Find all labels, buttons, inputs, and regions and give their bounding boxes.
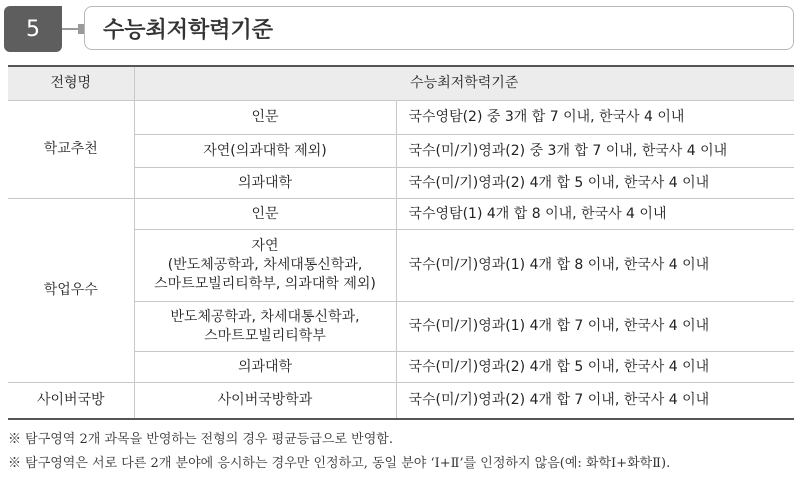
footnotes: [8, 428, 794, 476]
table-row: [8, 199, 794, 230]
section-title: 수능최저학력기준: [84, 6, 794, 50]
header-admission-type: 전형명: [8, 66, 134, 101]
table-header-row: [8, 66, 794, 101]
criteria-cell: 국수(미/기)영과(1) 4개 합 8 이내, 한국사 4 이내: [396, 230, 794, 302]
section-header: [4, 6, 796, 52]
major-line: 반도체공학과, 차세대통신학과,: [170, 308, 360, 325]
criteria-cell: 국수(미/기)영과(1) 4개 합 7 이내, 한국사 4 이내: [396, 302, 794, 352]
criteria-cell: 국수영탐(2) 중 3개 합 7 이내, 한국사 4 이내: [396, 101, 794, 135]
criteria-cell: 국수(미/기)영과(2) 중 3개 합 7 이내, 한국사 4 이내: [396, 135, 794, 168]
major-cell: 의과대학: [134, 168, 396, 199]
admission-type-cell: 학교추천: [8, 101, 134, 199]
criteria-table: [8, 65, 794, 420]
major-line: (반도체공학과, 차세대통신학과,: [167, 257, 363, 273]
table-row: [8, 101, 794, 135]
major-line: 스마트모빌리티학부: [204, 327, 326, 344]
criteria-cell: 국수영탐(1) 4개 합 8 이내, 한국사 4 이내: [396, 199, 794, 230]
footnote: ※ 탐구영역 2개 과목을 반영하는 전형의 경우 평균등급으로 반영함.: [8, 432, 393, 447]
major-cell: 의과대학: [134, 352, 396, 383]
major-cell: [134, 302, 396, 352]
criteria-cell: 국수(미/기)영과(2) 4개 합 5 이내, 한국사 4 이내: [396, 168, 794, 199]
admission-type-cell: 사이버국방: [8, 383, 134, 419]
major-line: 스마트모빌리티학부, 의과대학 제외): [154, 276, 376, 292]
major-cell: 인문: [134, 101, 396, 135]
criteria-cell: 국수(미/기)영과(2) 4개 합 5 이내, 한국사 4 이내: [396, 352, 794, 383]
admission-type-cell: 학업우수: [8, 199, 134, 383]
major-cell: 사이버국방학과: [134, 383, 396, 419]
major-cell: 인문: [134, 199, 396, 230]
major-cell: 자연(의과대학 제외): [134, 135, 396, 168]
section-number: 5: [4, 6, 62, 52]
major-line: 자연: [251, 238, 279, 254]
table-row: [8, 383, 794, 419]
header-criteria: 수능최저학력기준: [134, 66, 794, 101]
footnote: ※ 탐구영역은 서로 다른 2개 분야에 응시하는 경우만 인정하고, 동일 분야 ‘Ⅰ+Ⅱ’를 인정하지 않음(예: 화학Ⅰ+화학Ⅱ).: [8, 456, 671, 471]
criteria-cell: 국수(미/기)영과(2) 4개 합 7 이내, 한국사 4 이내: [396, 383, 794, 419]
major-cell: [134, 230, 396, 302]
